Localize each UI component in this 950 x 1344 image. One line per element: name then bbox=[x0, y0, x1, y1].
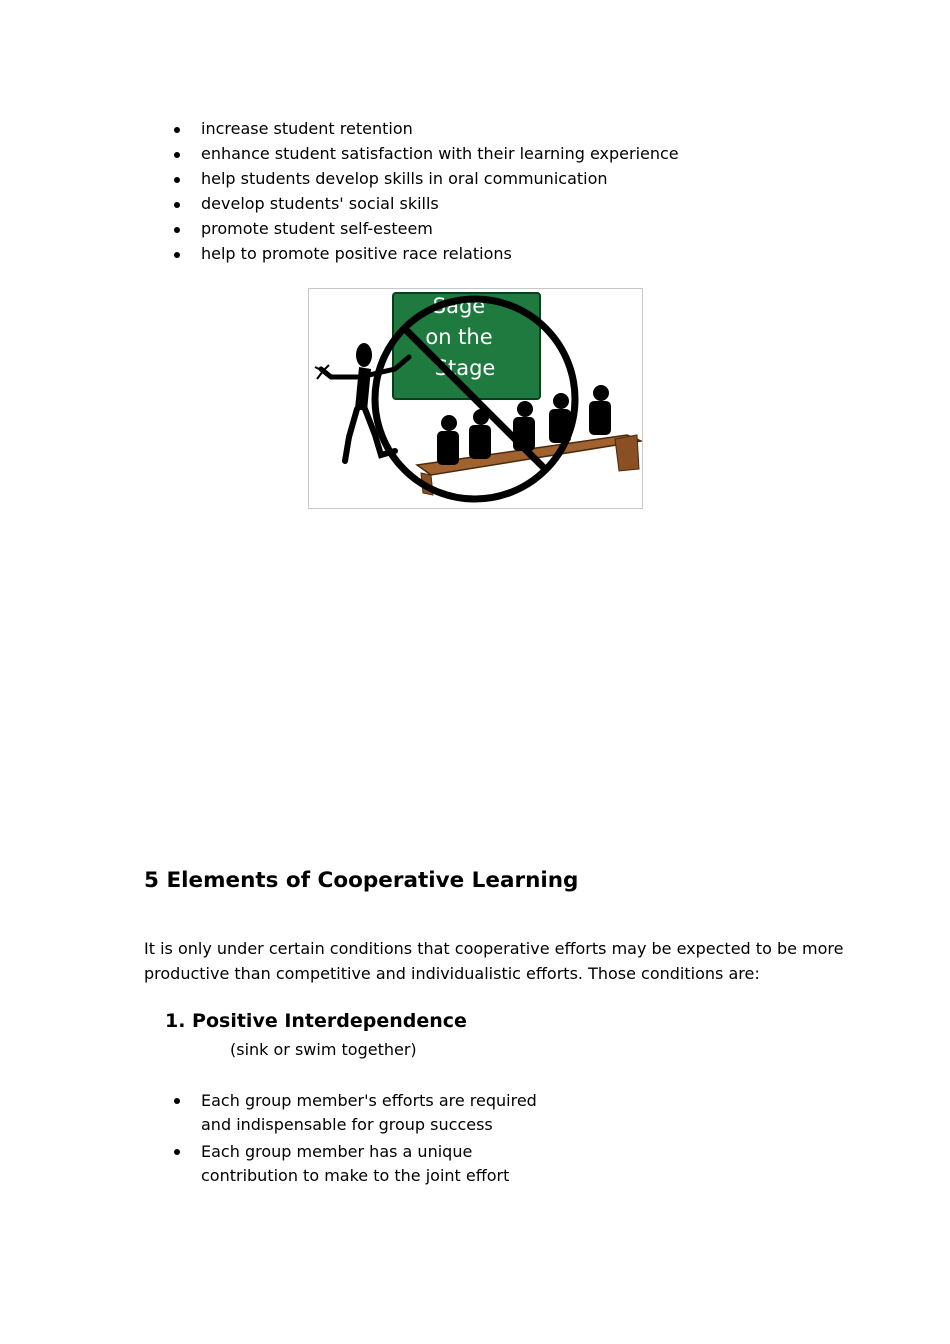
list-item: increase student retention bbox=[144, 118, 844, 143]
board-line-1: Sage bbox=[432, 294, 486, 318]
sage-on-the-stage-image bbox=[308, 288, 643, 509]
student-1 bbox=[437, 415, 459, 465]
element-bullets bbox=[144, 1089, 544, 1191]
list-item: Each group member has a unique contribution to make to the joint effort bbox=[144, 1140, 544, 1188]
intro-paragraph: It is only under certain conditions that cooperative efforts may be expected to be more productive than competitive and individualistic efforts. Those conditions are: bbox=[144, 939, 844, 983]
list-item: Each group member's efforts are required and indispensable for group success bbox=[144, 1089, 544, 1137]
list-item: help students develop skills in oral communication bbox=[144, 168, 844, 193]
benefits-list bbox=[144, 118, 844, 268]
student-5 bbox=[589, 385, 611, 435]
section-heading: 5 Elements of Cooperative Learning bbox=[144, 868, 579, 893]
element-note: (sink or swim together) bbox=[230, 1040, 417, 1059]
list-item: promote student self-esteem bbox=[144, 218, 844, 243]
board-line-2: on the bbox=[425, 325, 493, 349]
list-item: develop students' social skills bbox=[144, 193, 844, 218]
board-line-3: Stage bbox=[434, 356, 496, 380]
list-item: help to promote positive race relations bbox=[144, 243, 844, 268]
list-item: enhance student satisfaction with their learning experience bbox=[144, 143, 844, 168]
element-heading: 1. Positive Interdependence bbox=[165, 1010, 467, 1032]
sage-on-the-stage-illustration bbox=[309, 289, 642, 508]
